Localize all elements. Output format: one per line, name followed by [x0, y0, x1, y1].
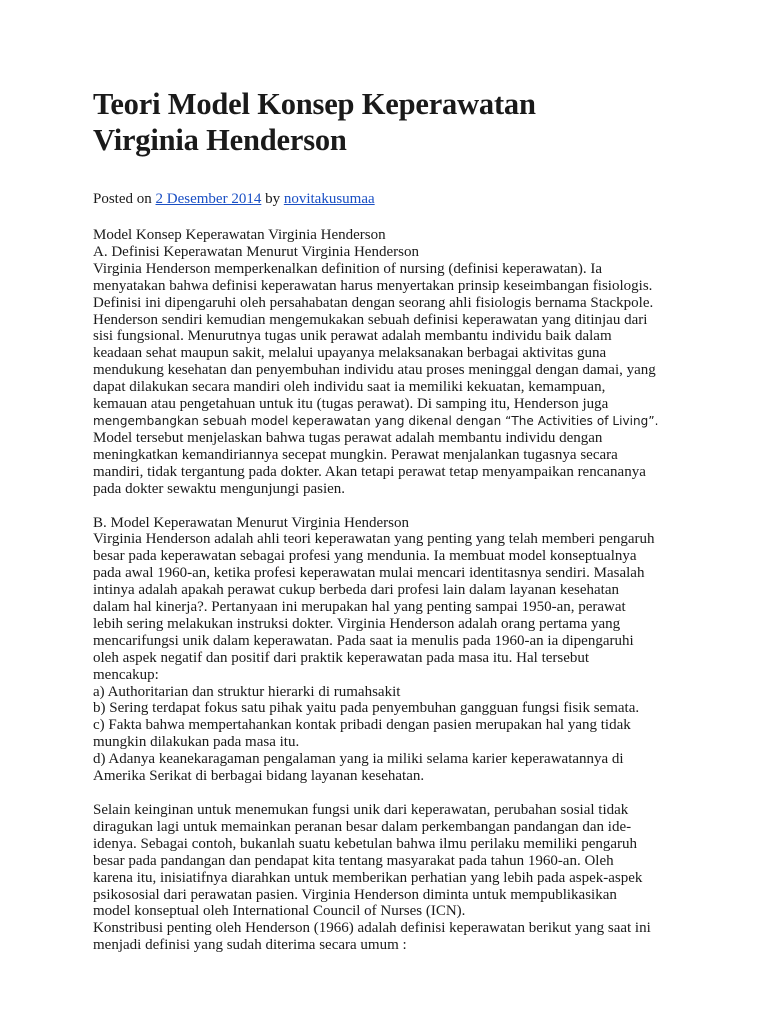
body-line: besar pada pandangan dan pendapat kita tentang masyarakat pada tahun 1960-an. Oleh	[93, 852, 614, 869]
body-line: mendukung kesehatan dan penyembuhan individu atau proses meninggal dengan damai, yang	[93, 362, 656, 379]
body-line: mengembangkan sebuah model keperawatan yang dikenal dengan “The Activities of Living”.	[93, 413, 659, 428]
body-line: dapat dilakukan secara mandiri oleh individu saat ia memiliki kekuatan, kemampuan,	[93, 379, 606, 396]
body-line: d) Adanya keanekaragaman pengalaman yang ia miliki selama karier keperawatannya di	[93, 751, 624, 768]
body-line: intinya adalah apakah perawat cukup berbeda dari profesi lain dalam layanan kesehatan	[93, 582, 620, 599]
page-title	[93, 86, 693, 158]
body-line: Virginia Henderson adalah ahli teori keperawatan yang penting yang telah memberi pengaruh	[93, 531, 655, 548]
body-line: sisi fungsional. Menurutnya tugas unik perawat adalah membantu individu baik dalam	[93, 328, 612, 345]
body-line: karena itu, inisiatifnya diarahkan untuk memberikan perhatian yang lebih pada aspek-aspek	[93, 869, 643, 886]
posted-on-label: Posted on	[93, 191, 156, 207]
body-line: besar pada keperawatan sebagai profesi yang mendunia. Ia membuat model konseptualnya	[93, 548, 637, 565]
body-line: Konstribusi penting oleh Henderson (1966) adalah definisi keperawatan berikut yang saat ini	[93, 920, 651, 937]
body-line: pada dokter sewaktu mengunjungi pasien.	[93, 480, 346, 497]
body-line: model konseptual oleh International Council of Nurses (ICN).	[93, 903, 466, 920]
article	[93, 86, 693, 954]
body-line: a) Authoritarian dan struktur hierarki di rumahsakit	[93, 683, 401, 700]
article-body	[93, 227, 693, 954]
body-line: b) Sering terdapat fokus satu pihak yaitu pada penyembuhan gangguan fungsi fisik semata.	[93, 700, 640, 717]
body-line: mencarifungsi unik dalam keperawatan. Pada saat ia menulis pada 1960-an ia dipengaruhi	[93, 632, 634, 649]
by-label: by	[261, 191, 284, 207]
body-line: dalam hal kinerja?. Pertanyaan ini merupakan hal yang penting sampai 1950-an, perawat	[93, 599, 626, 616]
body-line: oleh aspek negatif dan positif dari praktik keperawatan pada masa itu. Hal tersebut	[93, 649, 590, 666]
body-line: B. Model Keperawatan Menurut Virginia Henderson	[93, 514, 409, 531]
body-line: A. Definisi Keperawatan Menurut Virginia Henderson	[93, 243, 419, 260]
body-line: diragukan lagi untuk memainkan peranan besar dalam perkembangan pandangan dan ide-	[93, 818, 632, 835]
body-line: pada awal 1960-an, ketika profesi keperawatan mulai mencari identitasnya sendiri. Masalah	[93, 565, 645, 582]
body-line: Model tersebut menjelaskan bahwa tugas perawat adalah membantu individu dengan	[93, 429, 603, 446]
body-line: Henderson sendiri kemudian mengemukakan sebuah definisi keperawatan yang ditinjau dari	[93, 311, 648, 328]
body-line: psikososial dari perawatan pasien. Virginia Henderson diminta untuk mempublikasikan	[93, 886, 617, 903]
body-line: Selain keinginan untuk menemukan fungsi unik dari keperawatan, perubahan sosial tidak	[93, 802, 629, 818]
author-link[interactable]: novitakusumaa	[283, 191, 375, 207]
body-line: mandiri, tidak tergantung pada dokter. Akan tetapi perawat tetap menyampaikan rencananya	[93, 463, 646, 480]
body-line: Virginia Henderson memperkenalkan definition of nursing (definisi keperawatan). Ia	[93, 260, 603, 277]
body-line: meningkatkan kemandiriannya secepat mungkin. Perawat menjalankan tugasnya secara	[93, 446, 618, 463]
body-line: c) Fakta bahwa mempertahankan kontak pribadi dengan pasien merupakan hal yang tidak	[93, 717, 631, 734]
body-line: Definisi ini dipengaruhi oleh persahabatan dengan seorang ahli fisiologis bernama Stackpole.	[93, 294, 654, 311]
body-line: lebih sering melakukan instruksi dokter. Virginia Henderson adalah orang pertama yang	[93, 615, 621, 632]
post-date-link[interactable]: 2 Desember 2014	[155, 191, 262, 207]
paragraph-gap	[93, 785, 693, 802]
title-line: Teori Model Konsep Keperawatan	[93, 87, 536, 121]
paragraph-gap	[93, 498, 693, 515]
body-line: menyatakan bahwa definisi keperawatan harus menyertakan prinsip keseimbangan fisiologis.	[93, 277, 653, 294]
body-line: kemauan atau pengetahuan untuk itu (tugas perawat). Di samping itu, Henderson juga	[93, 396, 609, 413]
body-line: keadaan sehat maupun sakit, melalui upayanya melaksanakan berbagai aktivitas guna	[93, 345, 607, 362]
body-line: mencakup:	[93, 666, 159, 683]
body-line: idenya. Sebagai contoh, bukanlah suatu kebetulan bahwa ilmu perilaku memiliki pengaruh	[93, 835, 638, 852]
body-line: mungkin dilakukan pada masa itu.	[93, 734, 300, 751]
post-meta	[93, 191, 693, 208]
title-line: Virginia Henderson	[93, 123, 347, 157]
body-line: Model Konsep Keperawatan Virginia Henderson	[93, 227, 386, 243]
body-line: menjadi definisi yang sudah diterima secara umum :	[93, 937, 407, 954]
body-line: Amerika Serikat di berbagai bidang layanan kesehatan.	[93, 768, 425, 785]
